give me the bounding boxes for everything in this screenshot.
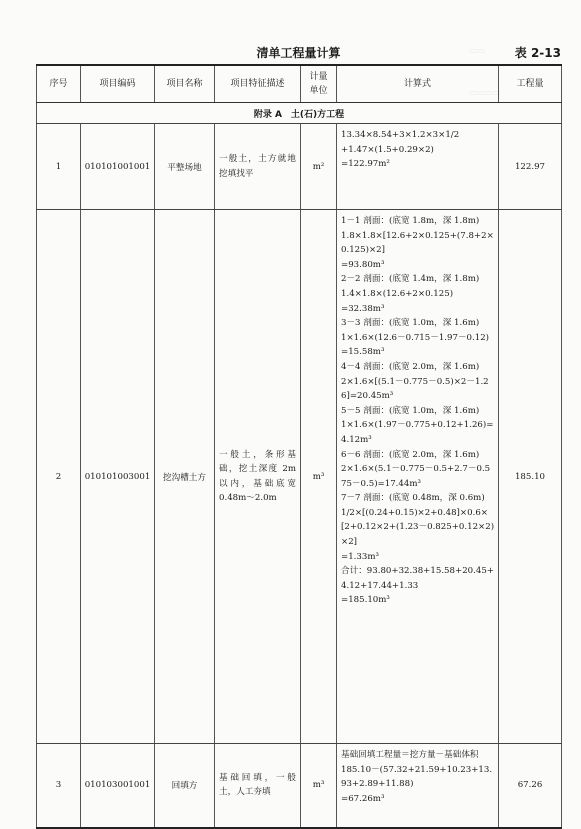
formula-line: 基础回填工程量＝挖方量－基础体积 xyxy=(341,750,479,760)
formula-line: 3－3 剖面：(底宽 1.0m，深 1.6m) xyxy=(341,318,480,329)
formula-line: +1.47×(1.5+0.29×2) xyxy=(341,144,434,155)
cell-quantity: 185.10 xyxy=(499,210,562,744)
col-header-no: 序号 xyxy=(37,65,81,103)
table-row xyxy=(37,210,562,744)
header-row xyxy=(37,65,562,103)
table-title: 清单工程量计算 xyxy=(256,46,341,60)
section-row xyxy=(37,103,562,124)
formula-line: 2×1.6×[(5.1－0.775－0.5)×2－1.26]=20.45m³ xyxy=(341,376,489,402)
formula-line: 13.34×8.54+3×1.2×3×1/2 xyxy=(341,130,460,140)
cell-no: 1 xyxy=(37,124,81,210)
formula-line: 合计：93.80+32.38+15.58+20.45+4.12+17.44+1.33 xyxy=(341,566,494,591)
formula-line: 1－1 剖面：(底宽 1.8m，深 1.8m) xyxy=(341,216,480,226)
bleed-through-text: ▭▭▭▭ xyxy=(470,88,501,97)
col-header-feature: 项目特征描述 xyxy=(215,65,301,103)
formula-line: =1.33m³ xyxy=(341,551,379,562)
bleed-through-text: ▭▭ xyxy=(470,46,486,55)
formula-line: 1×1.6×(1.97－0.775+0.12+1.26)=4.12m³ xyxy=(341,420,494,445)
formula-line: =185.10m³ xyxy=(341,595,390,606)
cell-code: 010101001001 xyxy=(81,124,155,210)
formula-line: 4－4 剖面：(底宽 2.0m，深 1.6m) xyxy=(341,361,480,372)
section-title: 附录 A 土(石)方工程 xyxy=(37,103,562,124)
col-header-quantity: 工程量 xyxy=(499,65,562,103)
cell-no: 2 xyxy=(37,210,81,744)
cell-unit: m² xyxy=(301,124,337,210)
formula-line: 7－7 剖面：(底宽 0.48m，深 0.6m) xyxy=(341,493,485,504)
formula-line: =122.97m² xyxy=(341,159,390,170)
table-row xyxy=(37,124,562,210)
col-header-unit-text: 计量单位 xyxy=(309,72,328,96)
formula-line: =93.80m³ xyxy=(341,259,385,270)
cell-code: 010103001001 xyxy=(81,744,155,828)
cell-name: 挖沟槽土方 xyxy=(155,210,215,744)
formula-line: 1.4×1.8×(12.6+2×0.125) xyxy=(341,288,454,299)
formula-line: 1.8×1.8×[12.6+2×0.125+(7.8+2×0.125)×2] xyxy=(341,230,494,256)
cell-feature: 一般土，条形基础，挖土深度 2m 以内，基础底宽 0.48m～2.0m xyxy=(215,210,301,744)
cell-name: 平整场地 xyxy=(155,124,215,210)
col-header-formula: 计算式 xyxy=(337,65,499,103)
table-number: 表 2-13 xyxy=(514,46,561,60)
formula-line: =32.38m³ xyxy=(341,303,385,314)
formula-line: 1×1.6×(12.6－0.715－1.97－0.12)=15.58m³ xyxy=(341,332,490,358)
formula-line: 1/2×[(0.24+0.15)×2+0.48]×0.6×[2+0.12×2+(1.23－0.825+0.12×2)×2] xyxy=(341,507,495,548)
cell-quantity: 122.97 xyxy=(499,124,562,210)
col-header-code: 项目编码 xyxy=(81,65,155,103)
cell-formula xyxy=(337,124,499,210)
table-header xyxy=(36,44,561,62)
col-header-name: 项目名称 xyxy=(155,65,215,103)
cell-quantity: 67.26 xyxy=(499,744,562,828)
cell-unit: m³ xyxy=(301,744,337,828)
formula-line: 2×1.6×(5.1－0.775－0.5+2.7－0.575－0.5)=17.44m³ xyxy=(341,464,491,489)
formula-line: 2－2 剖面：(底宽 1.4m，深 1.8m) xyxy=(341,274,480,285)
cell-code: 010101003001 xyxy=(81,210,155,744)
cell-unit: m³ xyxy=(301,210,337,744)
cell-formula xyxy=(337,210,499,744)
cell-formula xyxy=(337,744,499,828)
cell-no: 3 xyxy=(37,744,81,828)
formula-line: 6－6 剖面：(底宽 2.0m，深 1.6m) xyxy=(341,449,480,460)
cell-name: 回填方 xyxy=(155,744,215,828)
formula-line: 5－5 剖面：(底宽 1.0m，深 1.6m) xyxy=(341,405,480,416)
col-header-unit xyxy=(301,65,337,103)
formula-line: =67.26m³ xyxy=(341,793,385,804)
table-row xyxy=(37,744,562,828)
quantity-table xyxy=(36,64,562,829)
formula-line: 185.10－(57.32+21.59+10.23+13.93+2.89+11.88) xyxy=(341,764,493,790)
cell-feature: 一般土，土方就地挖填找平 xyxy=(215,124,301,210)
cell-feature: 基础回填，一般土，人工夯填 xyxy=(215,744,301,828)
